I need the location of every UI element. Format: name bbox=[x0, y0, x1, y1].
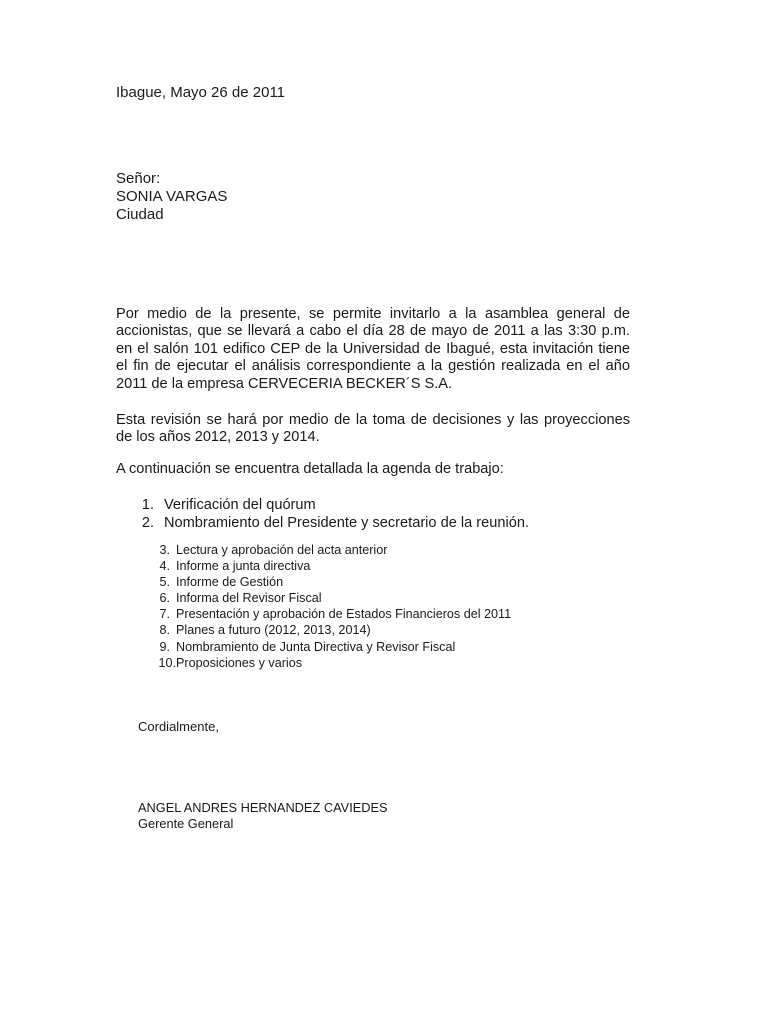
agenda-item-number: 10. bbox=[158, 655, 176, 670]
agenda-item-number: 9. bbox=[159, 639, 170, 654]
agenda-item-number: 5. bbox=[159, 575, 170, 590]
agenda-item-text: Verificación del quórum bbox=[164, 497, 316, 513]
signature-title: Gerente General bbox=[138, 816, 234, 831]
agenda-item-text: Nombramiento del Presidente y secretario de la reunión. bbox=[164, 515, 530, 531]
agenda-item bbox=[116, 542, 511, 558]
agenda-item bbox=[116, 606, 511, 622]
review-paragraph: Esta revisión se hará por medio de la toma de decisiones y las proyecciones de los años 2012, 2013 y 2014. bbox=[116, 412, 630, 446]
agenda-item-number: 4. bbox=[159, 559, 170, 574]
date-line: Ibague, Mayo 26 de 2011 bbox=[116, 84, 286, 101]
signature-name: ANGEL ANDRES HERNANDEZ CAVIEDES bbox=[138, 800, 388, 815]
agenda-item-text: Planes a futuro (2012, 2013, 2014) bbox=[176, 623, 371, 638]
recipient-salutation: Señor: bbox=[116, 170, 161, 187]
closing-line: Cordialmente, bbox=[138, 719, 219, 734]
recipient-name: SONIA VARGAS bbox=[116, 188, 228, 205]
agenda-item bbox=[116, 514, 529, 532]
agenda-item bbox=[116, 574, 511, 590]
agenda-item-number: 2. bbox=[141, 515, 154, 531]
agenda-item-number: 8. bbox=[159, 623, 170, 638]
invitation-paragraph: Por medio de la presente, se permite invitarlo a la asamblea general de accionistas, que se llevará a cabo el día 28 de mayo de 2011 a las 3:30 p.m. en el salón 101 edifico CEP de la Universidad de Ibagué, esta invitación tiene el fin de ejecutar el análisis correspondiente a la gestión realizada en el año 2011 de la empresa CERVECERIA BECKER´S S.A. bbox=[116, 306, 630, 392]
agenda-item bbox=[116, 655, 511, 671]
agenda-item-text: Lectura y aprobación del acta anterior bbox=[176, 543, 388, 557]
agenda-item bbox=[116, 590, 511, 606]
agenda-item-number: 6. bbox=[159, 591, 170, 606]
agenda-item-number: 7. bbox=[159, 607, 170, 622]
agenda-item bbox=[116, 558, 511, 574]
agenda-item bbox=[116, 496, 529, 514]
agenda-item-number: 3. bbox=[159, 543, 170, 557]
agenda-intro: A continuación se encuentra detallada la agenda de trabajo: bbox=[116, 461, 504, 477]
agenda-item-text: Informa del Revisor Fiscal bbox=[176, 591, 322, 606]
agenda-list-continued bbox=[116, 542, 511, 671]
agenda-item bbox=[116, 639, 511, 655]
agenda-item-text: Informe a junta directiva bbox=[176, 559, 311, 574]
agenda-item-text: Presentación y aprobación de Estados Financieros del 2011 bbox=[176, 607, 512, 622]
agenda-item-text: Informe de Gestión bbox=[176, 575, 284, 590]
agenda-item-text: Nombramiento de Junta Directiva y Revisor Fiscal bbox=[176, 639, 456, 654]
recipient-city: Ciudad bbox=[116, 206, 164, 223]
agenda-list bbox=[116, 496, 529, 532]
agenda-item bbox=[116, 622, 511, 638]
agenda-item-number: 1. bbox=[141, 497, 154, 513]
agenda-item-text: Proposiciones y varios bbox=[176, 655, 302, 670]
